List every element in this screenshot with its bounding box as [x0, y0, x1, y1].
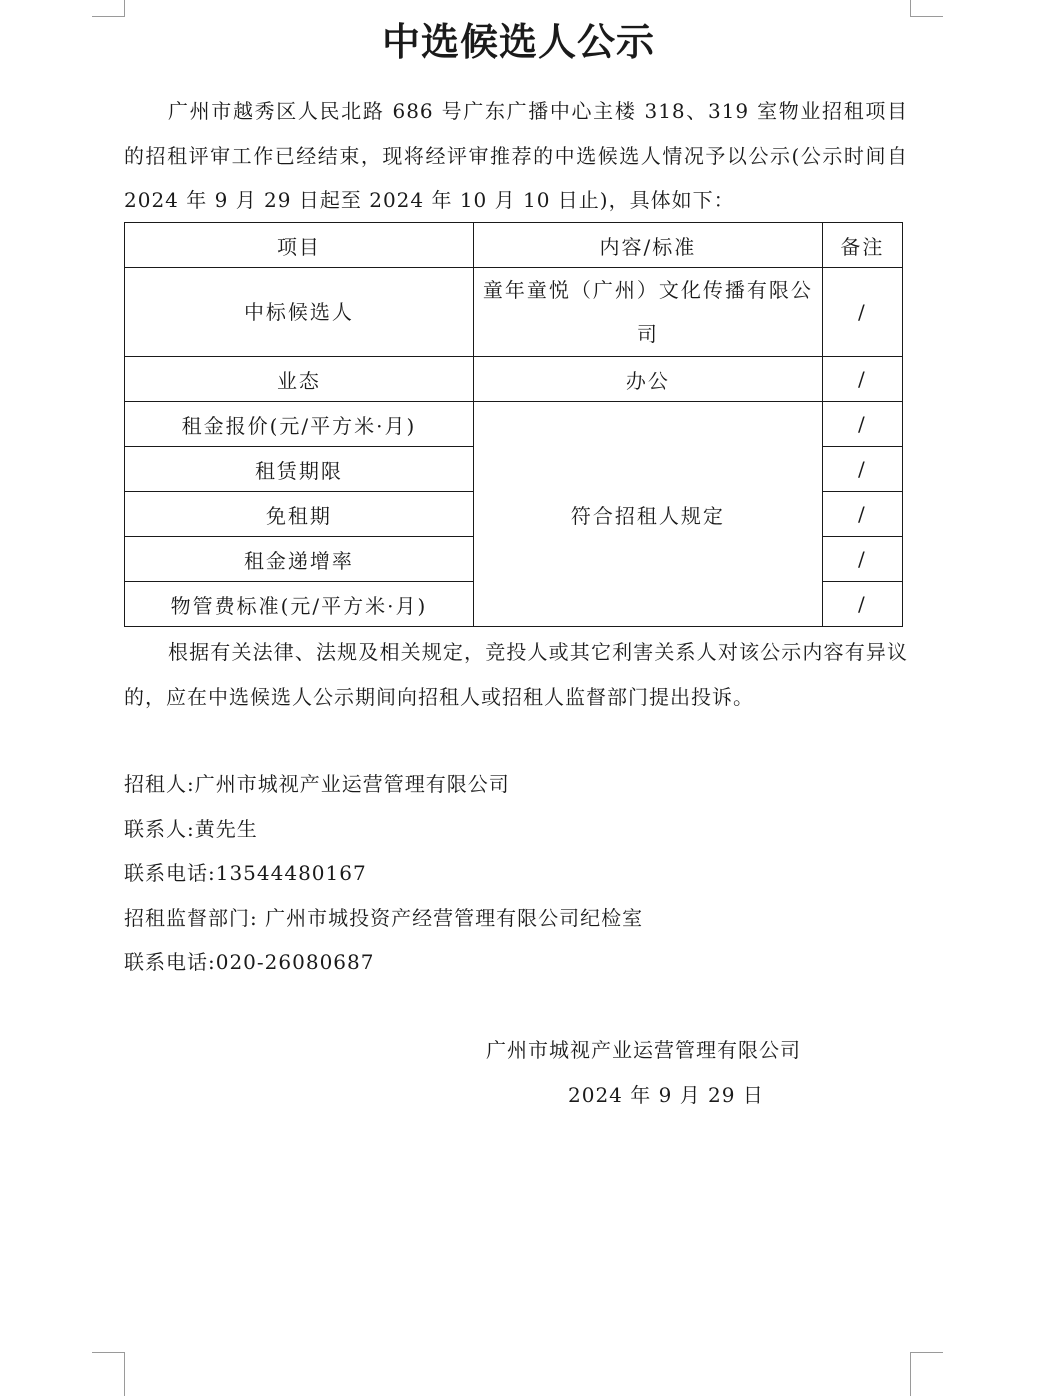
row-note-cell: / — [822, 447, 902, 492]
crop-mark-bottom-right — [910, 1352, 943, 1396]
table-header-row — [125, 223, 903, 268]
row-item-cell: 租金递增率 — [125, 537, 474, 582]
row-note-cell: / — [822, 492, 902, 537]
row-note-cell: / — [822, 268, 902, 357]
table-row — [125, 357, 903, 402]
signature-block — [486, 1028, 846, 1117]
row-note-cell: / — [822, 357, 902, 402]
row-content-cell: 童年童悦（广州）文化传播有限公司 — [473, 268, 822, 357]
supervision-dept-line: 招租监督部门: 广州市城投资产经营管理有限公司纪检室 — [124, 905, 644, 930]
header-item: 项目 — [125, 223, 474, 268]
merged-content-cell: 符合招租人规定 — [473, 402, 822, 627]
closing-paragraph: 根据有关法律、法规及相关规定，竞投人或其它利害关系人对该公示内容有异议的，应在中选候选人公示期间向招租人或招租人监督部门提出投诉。 — [124, 640, 908, 709]
contact-block — [124, 762, 643, 985]
document-title: 中选候选人公示 — [381, 20, 655, 64]
row-item-cell: 业态 — [125, 357, 474, 402]
row-item-cell: 物管费标准(元/平方米·月) — [125, 582, 474, 627]
row-item-cell: 免租期 — [125, 492, 474, 537]
candidate-table — [124, 222, 903, 627]
row-item-cell: 租金报价(元/平方米·月) — [125, 402, 474, 447]
table-row — [125, 402, 903, 447]
row-content-cell: 办公 — [473, 357, 822, 402]
intro-paragraph: 广州市越秀区人民北路 686 号广东广播中心主楼 318、319 室物业招租项目的招租评审工作已经结束，现将经评审推荐的中选候选人情况予以公示(公示时间自 2024 年 9 月 29 日起至 2024 年 10 月 10 日止)，具体如下： — [124, 99, 908, 212]
contact-phone-line: 联系电话:13544480167 — [124, 861, 367, 885]
table-row — [125, 268, 903, 357]
row-note-cell: / — [822, 402, 902, 447]
signature-date: 2024 年 9 月 29 日 — [568, 1082, 764, 1107]
lessor-line: 招租人:广州市城视产业运营管理有限公司 — [124, 772, 510, 796]
contact-person-line: 联系人:黄先生 — [124, 816, 258, 841]
row-item-cell: 租赁期限 — [125, 447, 474, 492]
supervision-phone-line: 联系电话:020-26080687 — [124, 950, 375, 974]
crop-mark-bottom-left — [92, 1352, 125, 1396]
signature-org: 广州市城视产业运营管理有限公司 — [486, 1038, 801, 1062]
row-note-cell: / — [822, 537, 902, 582]
row-note-cell: / — [822, 582, 902, 627]
header-note: 备注 — [822, 223, 902, 268]
header-content: 内容/标准 — [473, 223, 822, 268]
row-item-cell: 中标候选人 — [125, 268, 474, 357]
